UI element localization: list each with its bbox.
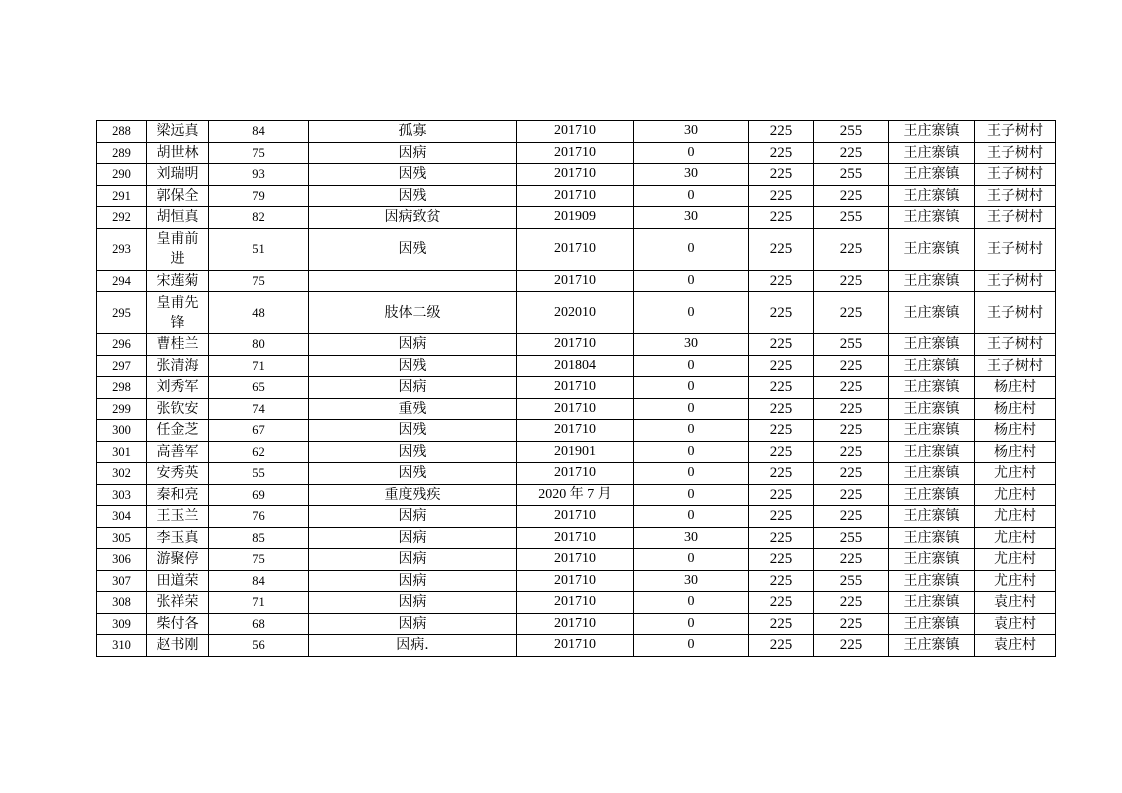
town-cell: 王庄寨镇 bbox=[889, 334, 975, 356]
extra-amount-cell: 0 bbox=[634, 270, 749, 292]
row-number-cell: 309 bbox=[97, 613, 147, 635]
town-cell: 王庄寨镇 bbox=[889, 484, 975, 506]
age-cell: 75 bbox=[209, 549, 309, 571]
row-number-cell: 300 bbox=[97, 420, 147, 442]
village-cell: 尤庄村 bbox=[975, 506, 1056, 528]
base-amount-cell: 225 bbox=[749, 549, 814, 571]
base-amount-cell: 225 bbox=[749, 613, 814, 635]
table-row bbox=[97, 185, 1056, 207]
table-row bbox=[97, 506, 1056, 528]
extra-amount-cell: 0 bbox=[634, 228, 749, 270]
extra-amount-cell: 0 bbox=[634, 377, 749, 399]
total-amount-cell: 225 bbox=[814, 185, 889, 207]
village-cell: 王子树村 bbox=[975, 164, 1056, 186]
village-cell: 王子树村 bbox=[975, 292, 1056, 334]
total-amount-cell: 225 bbox=[814, 613, 889, 635]
row-number-cell: 289 bbox=[97, 142, 147, 164]
age-cell: 84 bbox=[209, 570, 309, 592]
town-cell: 王庄寨镇 bbox=[889, 635, 975, 657]
row-number-cell: 290 bbox=[97, 164, 147, 186]
town-cell: 王庄寨镇 bbox=[889, 613, 975, 635]
town-cell: 王庄寨镇 bbox=[889, 420, 975, 442]
name-cell: 张清海 bbox=[147, 355, 209, 377]
reason-cell: 因病 bbox=[309, 613, 517, 635]
village-cell: 王子树村 bbox=[975, 121, 1056, 143]
row-number-cell: 295 bbox=[97, 292, 147, 334]
table-row bbox=[97, 334, 1056, 356]
name-cell: 梁远真 bbox=[147, 121, 209, 143]
row-number-cell: 296 bbox=[97, 334, 147, 356]
village-cell: 袁庄村 bbox=[975, 635, 1056, 657]
date-cell: 201710 bbox=[517, 463, 634, 485]
reason-cell: 重度残疾 bbox=[309, 484, 517, 506]
date-cell: 201710 bbox=[517, 592, 634, 614]
records-table bbox=[96, 120, 1056, 657]
table-row bbox=[97, 420, 1056, 442]
extra-amount-cell: 0 bbox=[634, 292, 749, 334]
total-amount-cell: 255 bbox=[814, 527, 889, 549]
age-cell: 62 bbox=[209, 441, 309, 463]
extra-amount-cell: 0 bbox=[634, 613, 749, 635]
reason-cell: 因残 bbox=[309, 164, 517, 186]
reason-cell: 因病致贫 bbox=[309, 207, 517, 229]
age-cell: 67 bbox=[209, 420, 309, 442]
date-cell: 201710 bbox=[517, 549, 634, 571]
village-cell: 王子树村 bbox=[975, 355, 1056, 377]
name-cell: 郭保全 bbox=[147, 185, 209, 207]
age-cell: 71 bbox=[209, 592, 309, 614]
village-cell: 王子树村 bbox=[975, 334, 1056, 356]
row-number-cell: 308 bbox=[97, 592, 147, 614]
date-cell: 201710 bbox=[517, 164, 634, 186]
row-number-cell: 301 bbox=[97, 441, 147, 463]
village-cell: 王子树村 bbox=[975, 228, 1056, 270]
age-cell: 74 bbox=[209, 398, 309, 420]
date-cell: 201710 bbox=[517, 228, 634, 270]
extra-amount-cell: 30 bbox=[634, 570, 749, 592]
age-cell: 93 bbox=[209, 164, 309, 186]
date-cell: 201804 bbox=[517, 355, 634, 377]
age-cell: 80 bbox=[209, 334, 309, 356]
extra-amount-cell: 0 bbox=[634, 592, 749, 614]
total-amount-cell: 225 bbox=[814, 549, 889, 571]
reason-cell: 因残 bbox=[309, 420, 517, 442]
village-cell: 尤庄村 bbox=[975, 527, 1056, 549]
table-row bbox=[97, 398, 1056, 420]
reason-cell: 因残 bbox=[309, 355, 517, 377]
row-number-cell: 288 bbox=[97, 121, 147, 143]
extra-amount-cell: 0 bbox=[634, 398, 749, 420]
extra-amount-cell: 0 bbox=[634, 506, 749, 528]
total-amount-cell: 225 bbox=[814, 635, 889, 657]
base-amount-cell: 225 bbox=[749, 398, 814, 420]
total-amount-cell: 225 bbox=[814, 270, 889, 292]
base-amount-cell: 225 bbox=[749, 420, 814, 442]
base-amount-cell: 225 bbox=[749, 164, 814, 186]
base-amount-cell: 225 bbox=[749, 592, 814, 614]
reason-cell: 因残 bbox=[309, 185, 517, 207]
name-cell: 任金芝 bbox=[147, 420, 209, 442]
village-cell: 杨庄村 bbox=[975, 420, 1056, 442]
total-amount-cell: 255 bbox=[814, 164, 889, 186]
name-cell: 王玉兰 bbox=[147, 506, 209, 528]
total-amount-cell: 225 bbox=[814, 228, 889, 270]
table-row bbox=[97, 549, 1056, 571]
base-amount-cell: 225 bbox=[749, 185, 814, 207]
town-cell: 王庄寨镇 bbox=[889, 121, 975, 143]
name-cell: 刘瑞明 bbox=[147, 164, 209, 186]
date-cell: 201909 bbox=[517, 207, 634, 229]
extra-amount-cell: 0 bbox=[634, 185, 749, 207]
total-amount-cell: 255 bbox=[814, 334, 889, 356]
base-amount-cell: 225 bbox=[749, 635, 814, 657]
extra-amount-cell: 30 bbox=[634, 121, 749, 143]
records-table-body bbox=[97, 121, 1056, 657]
age-cell: 79 bbox=[209, 185, 309, 207]
reason-cell: 因病 bbox=[309, 570, 517, 592]
name-cell: 曹桂兰 bbox=[147, 334, 209, 356]
name-cell: 宋莲菊 bbox=[147, 270, 209, 292]
base-amount-cell: 225 bbox=[749, 334, 814, 356]
total-amount-cell: 225 bbox=[814, 506, 889, 528]
date-cell: 201901 bbox=[517, 441, 634, 463]
base-amount-cell: 225 bbox=[749, 355, 814, 377]
village-cell: 袁庄村 bbox=[975, 592, 1056, 614]
table-row bbox=[97, 613, 1056, 635]
age-cell: 65 bbox=[209, 377, 309, 399]
date-cell: 201710 bbox=[517, 506, 634, 528]
total-amount-cell: 225 bbox=[814, 142, 889, 164]
table-row bbox=[97, 121, 1056, 143]
total-amount-cell: 225 bbox=[814, 420, 889, 442]
extra-amount-cell: 0 bbox=[634, 355, 749, 377]
village-cell: 王子树村 bbox=[975, 207, 1056, 229]
name-cell: 赵书刚 bbox=[147, 635, 209, 657]
base-amount-cell: 225 bbox=[749, 484, 814, 506]
base-amount-cell: 225 bbox=[749, 506, 814, 528]
town-cell: 王庄寨镇 bbox=[889, 549, 975, 571]
table-row bbox=[97, 592, 1056, 614]
total-amount-cell: 255 bbox=[814, 570, 889, 592]
reason-cell: 重残 bbox=[309, 398, 517, 420]
name-cell: 刘秀军 bbox=[147, 377, 209, 399]
village-cell: 王子树村 bbox=[975, 270, 1056, 292]
base-amount-cell: 225 bbox=[749, 270, 814, 292]
date-cell: 201710 bbox=[517, 334, 634, 356]
age-cell: 56 bbox=[209, 635, 309, 657]
row-number-cell: 292 bbox=[97, 207, 147, 229]
age-cell: 85 bbox=[209, 527, 309, 549]
row-number-cell: 307 bbox=[97, 570, 147, 592]
row-number-cell: 306 bbox=[97, 549, 147, 571]
reason-cell bbox=[309, 270, 517, 292]
extra-amount-cell: 0 bbox=[634, 420, 749, 442]
total-amount-cell: 255 bbox=[814, 121, 889, 143]
date-cell: 201710 bbox=[517, 270, 634, 292]
town-cell: 王庄寨镇 bbox=[889, 207, 975, 229]
row-number-cell: 297 bbox=[97, 355, 147, 377]
village-cell: 王子树村 bbox=[975, 142, 1056, 164]
name-cell: 胡恒真 bbox=[147, 207, 209, 229]
total-amount-cell: 225 bbox=[814, 377, 889, 399]
extra-amount-cell: 0 bbox=[634, 463, 749, 485]
date-cell: 201710 bbox=[517, 142, 634, 164]
total-amount-cell: 255 bbox=[814, 207, 889, 229]
name-cell: 李玉真 bbox=[147, 527, 209, 549]
extra-amount-cell: 30 bbox=[634, 207, 749, 229]
age-cell: 76 bbox=[209, 506, 309, 528]
date-cell: 201710 bbox=[517, 420, 634, 442]
town-cell: 王庄寨镇 bbox=[889, 398, 975, 420]
name-cell: 皇甫先锋 bbox=[147, 292, 209, 334]
table-row bbox=[97, 527, 1056, 549]
table-row bbox=[97, 142, 1056, 164]
total-amount-cell: 225 bbox=[814, 484, 889, 506]
row-number-cell: 299 bbox=[97, 398, 147, 420]
total-amount-cell: 225 bbox=[814, 592, 889, 614]
town-cell: 王庄寨镇 bbox=[889, 463, 975, 485]
base-amount-cell: 225 bbox=[749, 207, 814, 229]
date-cell: 202010 bbox=[517, 292, 634, 334]
town-cell: 王庄寨镇 bbox=[889, 185, 975, 207]
reason-cell: 因病 bbox=[309, 377, 517, 399]
base-amount-cell: 225 bbox=[749, 292, 814, 334]
reason-cell: 因病 bbox=[309, 549, 517, 571]
base-amount-cell: 225 bbox=[749, 377, 814, 399]
row-number-cell: 293 bbox=[97, 228, 147, 270]
name-cell: 张钦安 bbox=[147, 398, 209, 420]
total-amount-cell: 225 bbox=[814, 398, 889, 420]
town-cell: 王庄寨镇 bbox=[889, 527, 975, 549]
reason-cell: 孤寡 bbox=[309, 121, 517, 143]
table-row bbox=[97, 164, 1056, 186]
town-cell: 王庄寨镇 bbox=[889, 377, 975, 399]
table-row bbox=[97, 207, 1056, 229]
row-number-cell: 305 bbox=[97, 527, 147, 549]
date-cell: 201710 bbox=[517, 121, 634, 143]
date-cell: 201710 bbox=[517, 398, 634, 420]
village-cell: 杨庄村 bbox=[975, 398, 1056, 420]
town-cell: 王庄寨镇 bbox=[889, 142, 975, 164]
date-cell: 201710 bbox=[517, 527, 634, 549]
table-row bbox=[97, 292, 1056, 334]
table-row bbox=[97, 484, 1056, 506]
town-cell: 王庄寨镇 bbox=[889, 441, 975, 463]
total-amount-cell: 225 bbox=[814, 355, 889, 377]
reason-cell: 因残 bbox=[309, 463, 517, 485]
table-row bbox=[97, 635, 1056, 657]
name-cell: 张祥荣 bbox=[147, 592, 209, 614]
base-amount-cell: 225 bbox=[749, 121, 814, 143]
age-cell: 75 bbox=[209, 270, 309, 292]
extra-amount-cell: 0 bbox=[634, 549, 749, 571]
age-cell: 48 bbox=[209, 292, 309, 334]
row-number-cell: 302 bbox=[97, 463, 147, 485]
total-amount-cell: 225 bbox=[814, 441, 889, 463]
village-cell: 尤庄村 bbox=[975, 549, 1056, 571]
name-cell: 游聚停 bbox=[147, 549, 209, 571]
town-cell: 王庄寨镇 bbox=[889, 592, 975, 614]
age-cell: 51 bbox=[209, 228, 309, 270]
village-cell: 杨庄村 bbox=[975, 441, 1056, 463]
village-cell: 尤庄村 bbox=[975, 484, 1056, 506]
reason-cell: 因病 bbox=[309, 592, 517, 614]
age-cell: 84 bbox=[209, 121, 309, 143]
date-cell: 201710 bbox=[517, 635, 634, 657]
row-number-cell: 294 bbox=[97, 270, 147, 292]
date-cell: 201710 bbox=[517, 570, 634, 592]
extra-amount-cell: 30 bbox=[634, 334, 749, 356]
base-amount-cell: 225 bbox=[749, 142, 814, 164]
town-cell: 王庄寨镇 bbox=[889, 292, 975, 334]
total-amount-cell: 225 bbox=[814, 292, 889, 334]
date-cell: 201710 bbox=[517, 377, 634, 399]
name-cell: 秦和亮 bbox=[147, 484, 209, 506]
age-cell: 55 bbox=[209, 463, 309, 485]
base-amount-cell: 225 bbox=[749, 441, 814, 463]
table-row bbox=[97, 270, 1056, 292]
age-cell: 75 bbox=[209, 142, 309, 164]
extra-amount-cell: 0 bbox=[634, 441, 749, 463]
date-cell: 201710 bbox=[517, 185, 634, 207]
village-cell: 王子树村 bbox=[975, 185, 1056, 207]
reason-cell: 因病 bbox=[309, 506, 517, 528]
row-number-cell: 310 bbox=[97, 635, 147, 657]
table-row bbox=[97, 441, 1056, 463]
reason-cell: 因病 bbox=[309, 334, 517, 356]
extra-amount-cell: 0 bbox=[634, 484, 749, 506]
name-cell: 胡世林 bbox=[147, 142, 209, 164]
table-row bbox=[97, 463, 1056, 485]
village-cell: 尤庄村 bbox=[975, 570, 1056, 592]
row-number-cell: 303 bbox=[97, 484, 147, 506]
extra-amount-cell: 30 bbox=[634, 527, 749, 549]
town-cell: 王庄寨镇 bbox=[889, 164, 975, 186]
table-row bbox=[97, 228, 1056, 270]
extra-amount-cell: 0 bbox=[634, 635, 749, 657]
town-cell: 王庄寨镇 bbox=[889, 506, 975, 528]
table-row bbox=[97, 377, 1056, 399]
extra-amount-cell: 0 bbox=[634, 142, 749, 164]
total-amount-cell: 225 bbox=[814, 463, 889, 485]
date-cell: 201710 bbox=[517, 613, 634, 635]
table-row bbox=[97, 570, 1056, 592]
base-amount-cell: 225 bbox=[749, 463, 814, 485]
village-cell: 尤庄村 bbox=[975, 463, 1056, 485]
row-number-cell: 291 bbox=[97, 185, 147, 207]
row-number-cell: 298 bbox=[97, 377, 147, 399]
reason-cell: 因残 bbox=[309, 441, 517, 463]
name-cell: 田道荣 bbox=[147, 570, 209, 592]
reason-cell: 因病 bbox=[309, 527, 517, 549]
base-amount-cell: 225 bbox=[749, 570, 814, 592]
village-cell: 杨庄村 bbox=[975, 377, 1056, 399]
date-cell: 2020 年 7 月 bbox=[517, 484, 634, 506]
row-number-cell: 304 bbox=[97, 506, 147, 528]
age-cell: 69 bbox=[209, 484, 309, 506]
extra-amount-cell: 30 bbox=[634, 164, 749, 186]
age-cell: 68 bbox=[209, 613, 309, 635]
reason-cell: 肢体二级 bbox=[309, 292, 517, 334]
table-row bbox=[97, 355, 1056, 377]
name-cell: 皇甫前进 bbox=[147, 228, 209, 270]
village-cell: 袁庄村 bbox=[975, 613, 1056, 635]
base-amount-cell: 225 bbox=[749, 228, 814, 270]
reason-cell: 因残 bbox=[309, 228, 517, 270]
town-cell: 王庄寨镇 bbox=[889, 570, 975, 592]
reason-cell: 因病. bbox=[309, 635, 517, 657]
name-cell: 柴付各 bbox=[147, 613, 209, 635]
age-cell: 71 bbox=[209, 355, 309, 377]
name-cell: 安秀英 bbox=[147, 463, 209, 485]
reason-cell: 因病 bbox=[309, 142, 517, 164]
name-cell: 高善军 bbox=[147, 441, 209, 463]
age-cell: 82 bbox=[209, 207, 309, 229]
town-cell: 王庄寨镇 bbox=[889, 228, 975, 270]
base-amount-cell: 225 bbox=[749, 527, 814, 549]
town-cell: 王庄寨镇 bbox=[889, 355, 975, 377]
town-cell: 王庄寨镇 bbox=[889, 270, 975, 292]
